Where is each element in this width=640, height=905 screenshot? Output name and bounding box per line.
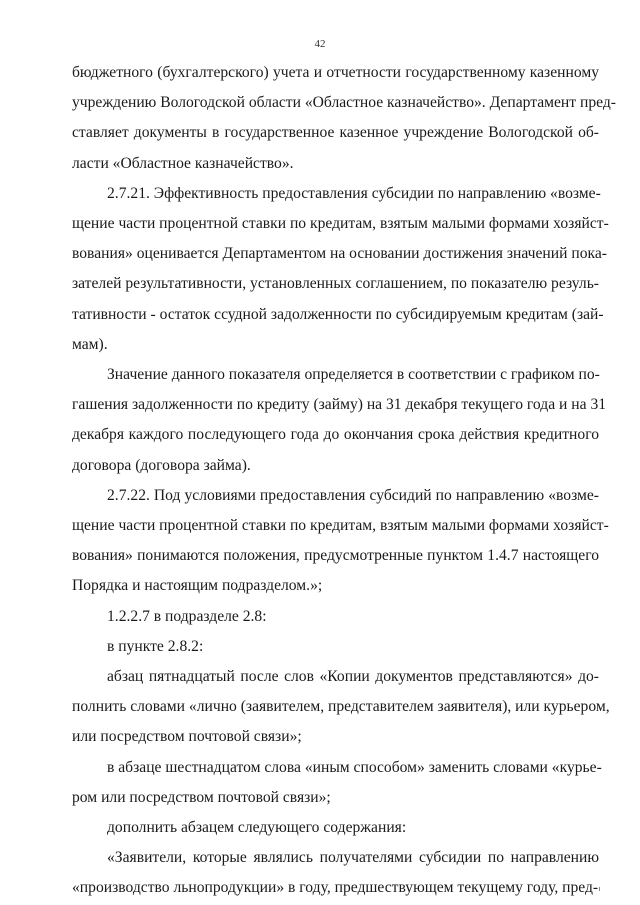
text-line: полнить словами «лично (заявителем, представителем заявителя), или курьером, [72,698,610,716]
text-line: «Заявители, которые являлись получателями субсидии по направлению [107,849,599,867]
paragraph [72,481,609,602]
text-line: в абзаце шестнадцатом слова «иным способом» заменить словами «курье- [107,758,602,776]
text-line: договора (договора займа). [72,456,251,474]
text-line: или посредством почтовой связи»; [72,728,302,746]
text-line: в пункте 2.8.2: [107,637,204,655]
paragraph [72,58,616,179]
paragraph [72,602,599,632]
text-line: «производство льнопродукции» в году, предшествующем текущему году, пред- [72,879,599,897]
scan-artifact [599,887,600,891]
paragraph [72,813,599,843]
text-line: 2.7.22. Под условиями предоставления субсидий по направлению «возме- [107,486,599,504]
text-line: дополнить абзацем следующего содержания: [107,819,407,837]
document-body [72,58,616,904]
text-line: 1.2.2.7 в подразделе 2.8: [107,607,267,625]
text-line: Порядка и настоящим подразделом.»; [72,577,323,595]
text-line: абзац пятнадцатый после слов «Копии документов представляются» до- [107,668,599,686]
text-line: ром или посредством почтовой связи»; [72,788,331,806]
paragraph [72,360,607,481]
text-line: Значение данного показателя определяется в соответствии с графиком по- [107,366,600,384]
text-line: декабря каждого последующего года до окончания срока действия кредитного [72,426,599,444]
paragraph [72,753,602,813]
paragraph [72,662,610,753]
text-line: вования» оценивается Департаментом на основании достижения значений пока- [72,245,607,263]
text-line: 2.7.21. Эффективность предоставления субсидии по направлению «возме- [107,184,601,202]
text-line: бюджетного (бухгалтерского) учета и отчетности государственному казенному [72,64,599,81]
paragraph [72,632,599,662]
paragraph [72,179,609,360]
text-line: гашения задолженности по кредиту (займу) на 31 декабря текущего года и на 31 [72,396,607,414]
text-line: тативности - остаток ссудной задолженности по субсидируемым кредитам (зай- [72,305,604,323]
text-line: вования» понимаются положения, предусмотренные пунктом 1.4.7 настоящего [72,547,599,565]
paragraph [72,843,599,903]
text-line: зателей результативности, установленных соглашением, по показателю резуль- [72,275,599,293]
text-line: щение части процентной ставки по кредитам, взятым малыми формами хозяйст- [72,215,609,233]
text-line: ласти «Областное казначейство». [72,154,294,172]
text-line: мам). [72,335,108,353]
text-line: щение части процентной ставки по кредитам, взятым малыми формами хозяйст- [72,517,609,535]
text-line: учреждению Вологодской области «Областное казначейство». Департамент пред- [72,94,616,112]
page-number: 42 [314,38,326,50]
text-line: ставляет документы в государственное казенное учреждение Вологодской об- [72,124,599,142]
